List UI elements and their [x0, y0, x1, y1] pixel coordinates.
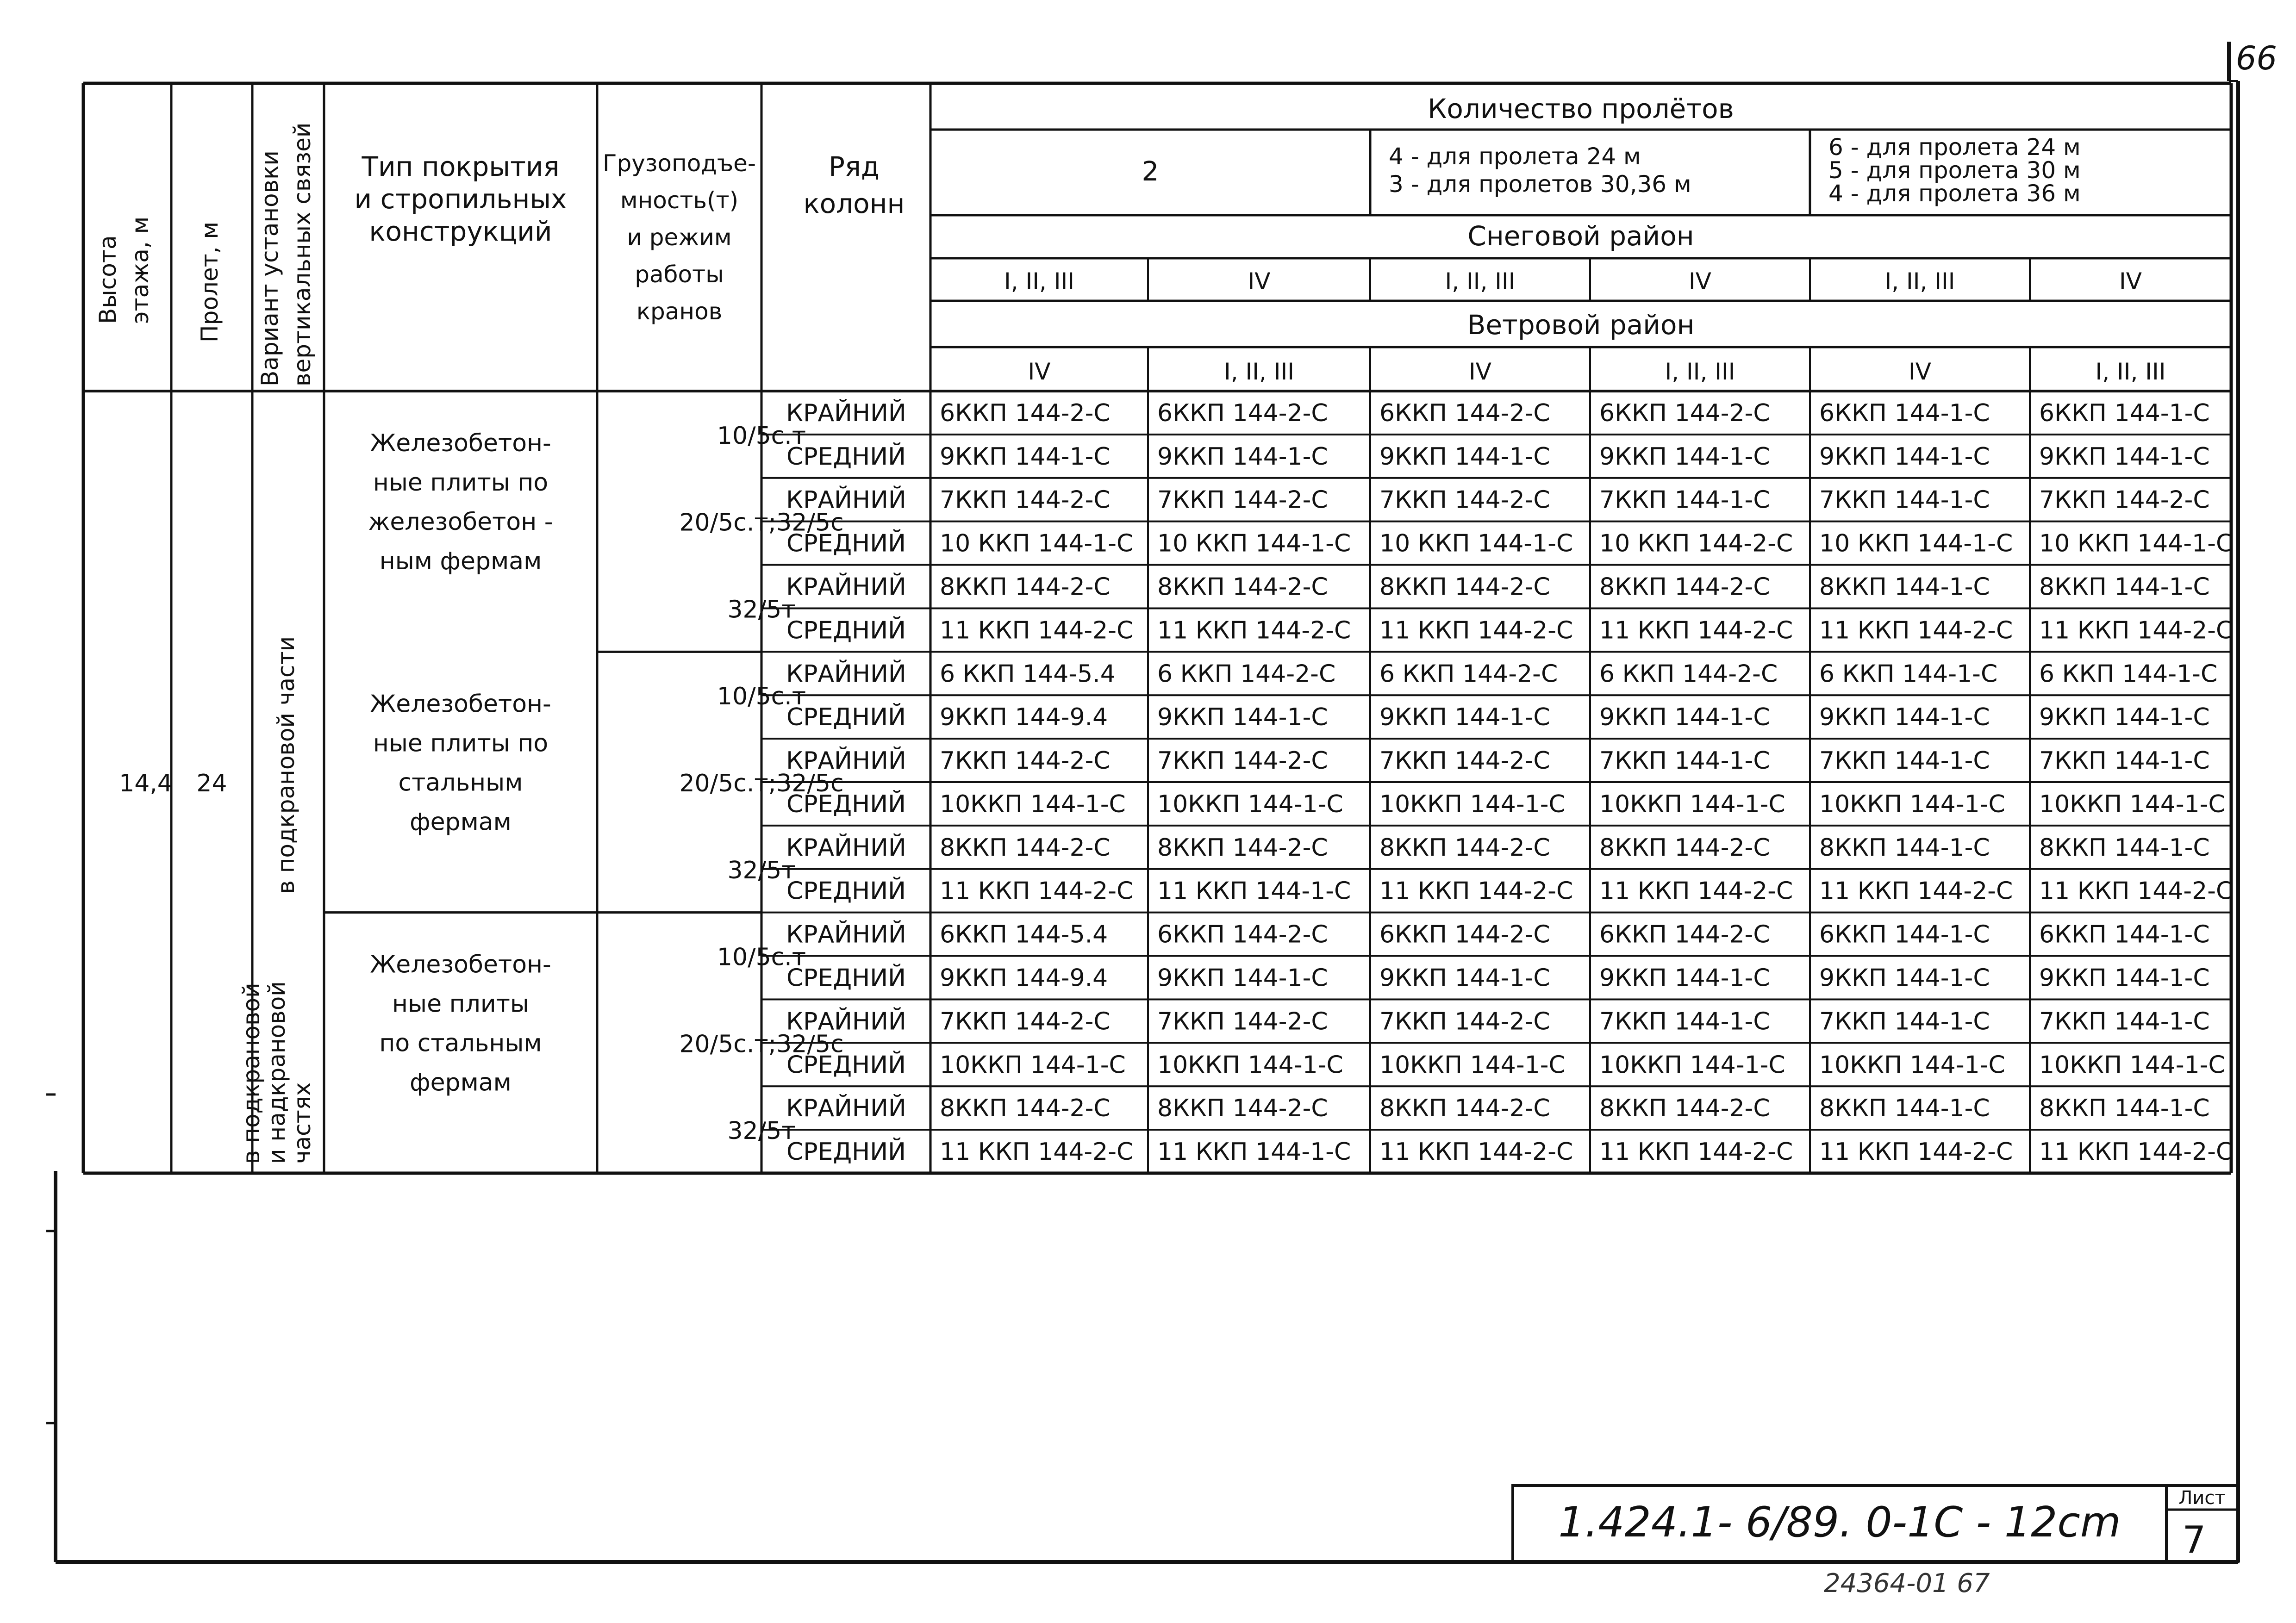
crane-capacity-value: 20/5с.т;32/5с	[679, 770, 844, 797]
header-wind: Ветровой район	[1467, 309, 1695, 341]
column-mark: 8ККП 144-1-С	[1819, 833, 1990, 862]
span-group-3c: 4 - для пролета 36 м	[1828, 180, 2081, 207]
column-mark: 9ККП 144-1-С	[1379, 442, 1550, 471]
column-mark: 9ККП 144-1-С	[1599, 964, 1770, 992]
column-mark: 11 ККП 144-2-С	[1599, 616, 1793, 645]
roof-type-value: Железобетон-	[370, 429, 551, 457]
column-row-name: СРЕДНИЙ	[786, 964, 906, 992]
floor-height-value: 14,4	[119, 770, 173, 797]
variant-group: частях	[289, 1082, 316, 1164]
crane-capacity-value: 32/5т	[727, 856, 796, 884]
column-mark: 10 ККП 144-1-С	[1819, 529, 2013, 558]
variant-group: в подкрановой части	[273, 636, 299, 894]
wind-region-value: I, II, III	[1665, 358, 1735, 385]
column-mark: 10 ККП 144-1-С	[2039, 529, 2233, 558]
variant-group: в подкрановой	[238, 983, 265, 1164]
column-mark: 6 ККП 144-2-С	[1599, 660, 1778, 688]
column-mark: 9ККП 144-1-С	[2039, 703, 2210, 732]
column-mark: 7ККП 144-1-С	[1599, 486, 1770, 514]
column-row-name: КРАЙНИЙ	[786, 573, 906, 601]
column-mark: 7ККП 144-1-С	[1819, 747, 1990, 775]
column-mark: 9ККП 144-1-С	[1819, 703, 1990, 732]
column-mark: 10ККП 144-1-С	[1379, 1051, 1566, 1079]
snow-region-value: IV	[1248, 268, 1271, 295]
column-mark: 7ККП 144-1-С	[1819, 1007, 1990, 1036]
snow-region-value: I, II, III	[1004, 268, 1075, 295]
column-row-name: КРАЙНИЙ	[786, 660, 906, 688]
header-roof-type: и стропильных	[354, 183, 567, 215]
crane-capacity-value: 20/5с.т;32/5с	[679, 1030, 844, 1058]
column-row-name: КРАЙНИЙ	[786, 486, 906, 514]
column-mark: 11 ККП 144-1-С	[1157, 1138, 1351, 1166]
column-mark: 7ККП 144-1-С	[2039, 747, 2210, 775]
column-mark: 6ККП 144-5.4	[940, 920, 1108, 949]
column-row-name: СРЕДНИЙ	[786, 1051, 906, 1079]
header-row: Ряд	[829, 151, 880, 182]
column-mark: 9ККП 144-1-С	[1379, 964, 1550, 992]
column-mark: 6ККП 144-2-С	[1379, 920, 1550, 949]
column-mark: 6 ККП 144-2-С	[1157, 660, 1336, 688]
column-mark: 9ККП 144-1-С	[1599, 442, 1770, 471]
column-row-name: СРЕДНИЙ	[786, 442, 906, 471]
column-mark: 6ККП 144-1-С	[1819, 920, 1990, 949]
sheet-number: 7	[2182, 1518, 2206, 1561]
column-mark: 9ККП 144-9.4	[940, 703, 1108, 732]
column-mark: 11 ККП 144-2-С	[1379, 1138, 1573, 1166]
header-variant: Вариант установки	[256, 150, 283, 386]
sheet-label: Лист	[2178, 1487, 2226, 1509]
column-mark: 11 ККП 144-2-С	[1819, 877, 2013, 905]
roof-type-value: ные плиты по	[373, 469, 549, 497]
header-snow: Снеговой район	[1467, 220, 1694, 252]
column-mark: 8ККП 144-1-С	[1819, 1094, 1990, 1123]
header-capacity: работы	[635, 261, 724, 288]
column-mark: 10ККП 144-1-С	[1157, 1051, 1343, 1079]
column-mark: 11 ККП 144-2-С	[940, 616, 1134, 645]
column-mark: 6ККП 144-2-С	[940, 399, 1111, 427]
roof-type-value: фермам	[410, 808, 512, 836]
span-group-2: 4 - для пролета 24 м	[1389, 143, 1641, 170]
column-mark: 8ККП 144-2-С	[940, 573, 1111, 601]
column-mark: 7ККП 144-2-С	[1157, 747, 1328, 775]
header-row-2: колонн	[803, 188, 905, 219]
header-capacity: кранов	[636, 298, 723, 325]
column-mark: 7ККП 144-2-С	[940, 747, 1111, 775]
column-mark: 7ККП 144-2-С	[1157, 1007, 1328, 1036]
wind-region-value: I, II, III	[1223, 358, 1295, 385]
column-mark: 6ККП 144-1-С	[1819, 399, 1990, 427]
column-mark: 11 ККП 144-2-С	[940, 1138, 1134, 1166]
column-mark: 11 ККП 144-2-С	[1157, 616, 1351, 645]
column-mark: 6ККП 144-2-С	[1157, 399, 1328, 427]
column-mark: 8ККП 144-2-С	[940, 1094, 1111, 1123]
column-mark: 7ККП 144-1-С	[2039, 1007, 2210, 1036]
column-mark: 11 ККП 144-2-С	[1599, 1138, 1793, 1166]
wind-region-value: IV	[1469, 358, 1491, 385]
span-group-2b: 3 - для пролетов 30,36 м	[1389, 171, 1691, 198]
column-mark: 10ККП 144-1-С	[2039, 790, 2225, 818]
column-mark: 8ККП 144-1-С	[1819, 573, 1990, 601]
column-mark: 10ККП 144-1-С	[1599, 790, 1785, 818]
snow-region-value: IV	[1689, 268, 1711, 295]
column-row-name: КРАЙНИЙ	[786, 920, 906, 949]
column-mark: 10ККП 144-1-С	[1819, 1051, 2005, 1079]
snow-region-value: I, II, III	[1445, 268, 1516, 295]
crane-capacity-value: 10/5с.т	[717, 683, 806, 711]
column-mark: 8ККП 144-2-С	[940, 833, 1111, 862]
span-group-1: 2	[1142, 155, 1159, 187]
column-mark: 9ККП 144-1-С	[1599, 703, 1770, 732]
header-roof-type: конструкций	[369, 216, 552, 247]
column-mark: 10ККП 144-1-С	[1157, 790, 1343, 818]
column-row-name: СРЕДНИЙ	[786, 616, 906, 645]
wind-region-value: IV	[1028, 358, 1051, 385]
header-capacity: мность(т)	[620, 187, 739, 214]
page-number: 66	[2236, 39, 2277, 77]
roof-type-value: Железобетон-	[370, 951, 551, 979]
header-span: Пролет, м	[196, 221, 223, 342]
column-mark: 7ККП 144-2-С	[1379, 1007, 1550, 1036]
column-mark: 6ККП 144-1-С	[2039, 920, 2210, 949]
roof-type-value: железобетон -	[368, 508, 553, 536]
header-capacity: Грузоподъе-	[603, 150, 756, 177]
column-mark: 11 ККП 144-2-С	[2039, 877, 2233, 905]
column-mark: 9ККП 144-1-С	[1157, 703, 1328, 732]
span-group-3b: 5 - для пролета 30 м	[1828, 157, 2081, 184]
column-row-name: СРЕДНИЙ	[786, 529, 906, 558]
specification-table	[83, 83, 2233, 1173]
column-mark: 10 ККП 144-1-С	[940, 529, 1134, 558]
column-mark: 11 ККП 144-2-С	[1379, 877, 1573, 905]
column-row-name: КРАЙНИЙ	[786, 1094, 906, 1123]
column-mark: 9ККП 144-1-С	[940, 442, 1111, 471]
column-mark: 10ККП 144-1-С	[1819, 790, 2005, 818]
column-row-name: КРАЙНИЙ	[786, 399, 906, 427]
roof-type-value: стальным	[398, 769, 523, 797]
snow-region-value: I, II, III	[1884, 268, 1955, 295]
crane-capacity-value: 10/5с.т	[717, 943, 806, 971]
span-value: 24	[196, 770, 227, 797]
column-mark: 6ККП 144-2-С	[1157, 920, 1328, 949]
column-row-name: КРАЙНИЙ	[786, 1007, 906, 1036]
column-mark: 10 ККП 144-1-С	[1157, 529, 1351, 558]
column-mark: 9ККП 144-1-С	[2039, 442, 2210, 471]
column-mark: 6ККП 144-2-С	[1599, 399, 1770, 427]
column-mark: 8ККП 144-2-С	[1157, 833, 1328, 862]
column-mark: 8ККП 144-1-С	[2039, 833, 2210, 862]
column-mark: 8ККП 144-2-С	[1599, 573, 1770, 601]
column-mark: 10ККП 144-1-С	[940, 1051, 1126, 1079]
column-mark: 7ККП 144-2-С	[1157, 486, 1328, 514]
column-mark: 10 ККП 144-1-С	[1379, 529, 1573, 558]
column-mark: 8ККП 144-2-С	[1379, 1094, 1550, 1123]
roof-type-value: ные плиты	[392, 990, 529, 1018]
column-mark: 7ККП 144-2-С	[940, 1007, 1111, 1036]
column-mark: 6 ККП 144-2-С	[1379, 660, 1558, 688]
column-mark: 11 ККП 144-2-С	[2039, 616, 2233, 645]
crane-capacity-value: 32/5т	[727, 596, 796, 624]
column-mark: 9ККП 144-1-С	[1379, 703, 1550, 732]
roof-type-value: ным фермам	[379, 547, 542, 575]
column-mark: 8ККП 144-2-С	[1379, 833, 1550, 862]
column-mark: 8ККП 144-2-С	[1599, 1094, 1770, 1123]
column-row-name: СРЕДНИЙ	[786, 790, 906, 818]
column-mark: 6 ККП 144-1-С	[2039, 660, 2218, 688]
roof-type-value: ные плиты по	[373, 729, 549, 758]
column-mark: 9ККП 144-1-С	[1157, 442, 1328, 471]
header-capacity: и режим	[627, 224, 732, 251]
header-variant-2: вертикальных связей	[289, 122, 316, 386]
column-mark: 7ККП 144-2-С	[940, 486, 1111, 514]
bottom-reference: 24364-01 67	[1824, 1568, 1990, 1598]
header-spans-count: Количество пролётов	[1428, 93, 1734, 124]
column-row-name: СРЕДНИЙ	[786, 877, 906, 905]
crane-capacity-value: 10/5с.т	[717, 422, 806, 450]
column-row-name: КРАЙНИЙ	[786, 833, 906, 862]
column-mark: 10 ККП 144-2-С	[1599, 529, 1793, 558]
column-mark: 10ККП 144-1-С	[1379, 790, 1566, 818]
column-mark: 9ККП 144-9.4	[940, 964, 1108, 992]
column-mark: 7ККП 144-1-С	[1819, 486, 1990, 514]
snow-region-value: IV	[2119, 268, 2142, 295]
column-mark: 10ККП 144-1-С	[940, 790, 1126, 818]
column-mark: 11 ККП 144-2-С	[1379, 616, 1573, 645]
column-mark: 7ККП 144-1-С	[1599, 747, 1770, 775]
crane-capacity-value: 20/5с.т;32/5с	[679, 509, 844, 537]
column-mark: 9ККП 144-1-С	[1819, 964, 1990, 992]
column-mark: 6 ККП 144-1-С	[1819, 660, 1998, 688]
wind-region-value: IV	[1909, 358, 1931, 385]
column-mark: 9ККП 144-1-С	[1819, 442, 1990, 471]
column-mark: 8ККП 144-1-С	[2039, 1094, 2210, 1123]
column-mark: 10ККП 144-1-С	[2039, 1051, 2225, 1079]
column-mark: 8ККП 144-2-С	[1379, 573, 1550, 601]
column-mark: 8ККП 144-2-С	[1599, 833, 1770, 862]
column-mark: 7ККП 144-2-С	[2039, 486, 2210, 514]
roof-type-value: Железобетон-	[370, 690, 551, 718]
column-mark: 8ККП 144-2-С	[1157, 573, 1328, 601]
column-row-name: СРЕДНИЙ	[786, 703, 906, 732]
document-code: 1.424.1- 6/89. 0-1C - 12cm	[1558, 1498, 2121, 1547]
roof-type-value: по стальным	[379, 1029, 542, 1057]
header-height-unit: этажа, м	[127, 216, 154, 324]
column-mark: 11 ККП 144-2-С	[1599, 877, 1793, 905]
column-mark: 6ККП 144-1-С	[2039, 399, 2210, 427]
column-mark: 8ККП 144-1-С	[2039, 573, 2210, 601]
column-mark: 11 ККП 144-2-С	[1819, 1138, 2013, 1166]
span-group-3: 6 - для пролета 24 м	[1828, 134, 2081, 161]
column-mark: 9ККП 144-1-С	[2039, 964, 2210, 992]
column-mark: 11 ККП 144-1-С	[1157, 877, 1351, 905]
column-mark: 6 ККП 144-5.4	[940, 660, 1116, 688]
roof-type-value: фермам	[410, 1069, 512, 1097]
column-mark: 8ККП 144-2-С	[1157, 1094, 1328, 1123]
column-mark: 7ККП 144-2-С	[1379, 747, 1550, 775]
wind-region-value: I, II, III	[2095, 358, 2166, 385]
header-height: Высота	[94, 235, 121, 324]
column-mark: 11 ККП 144-2-С	[940, 877, 1134, 905]
column-mark: 9ККП 144-1-С	[1157, 964, 1328, 992]
column-row-name: КРАЙНИЙ	[786, 747, 906, 775]
column-mark: 10ККП 144-1-С	[1599, 1051, 1785, 1079]
header-roof-type: Тип покрытия	[362, 151, 560, 182]
column-mark: 7ККП 144-2-С	[1379, 486, 1550, 514]
column-mark: 6ККП 144-2-С	[1599, 920, 1770, 949]
column-mark: 7ККП 144-1-С	[1599, 1007, 1770, 1036]
column-mark: 6ККП 144-2-С	[1379, 399, 1550, 427]
column-row-name: СРЕДНИЙ	[786, 1138, 906, 1166]
title-stamp	[1513, 1486, 2238, 1562]
crane-capacity-value: 32/5т	[727, 1117, 796, 1145]
variant-group: и надкрановой	[263, 981, 290, 1164]
column-mark: 11 ККП 144-2-С	[1819, 616, 2013, 645]
column-mark: 11 ККП 144-2-С	[2039, 1138, 2233, 1166]
